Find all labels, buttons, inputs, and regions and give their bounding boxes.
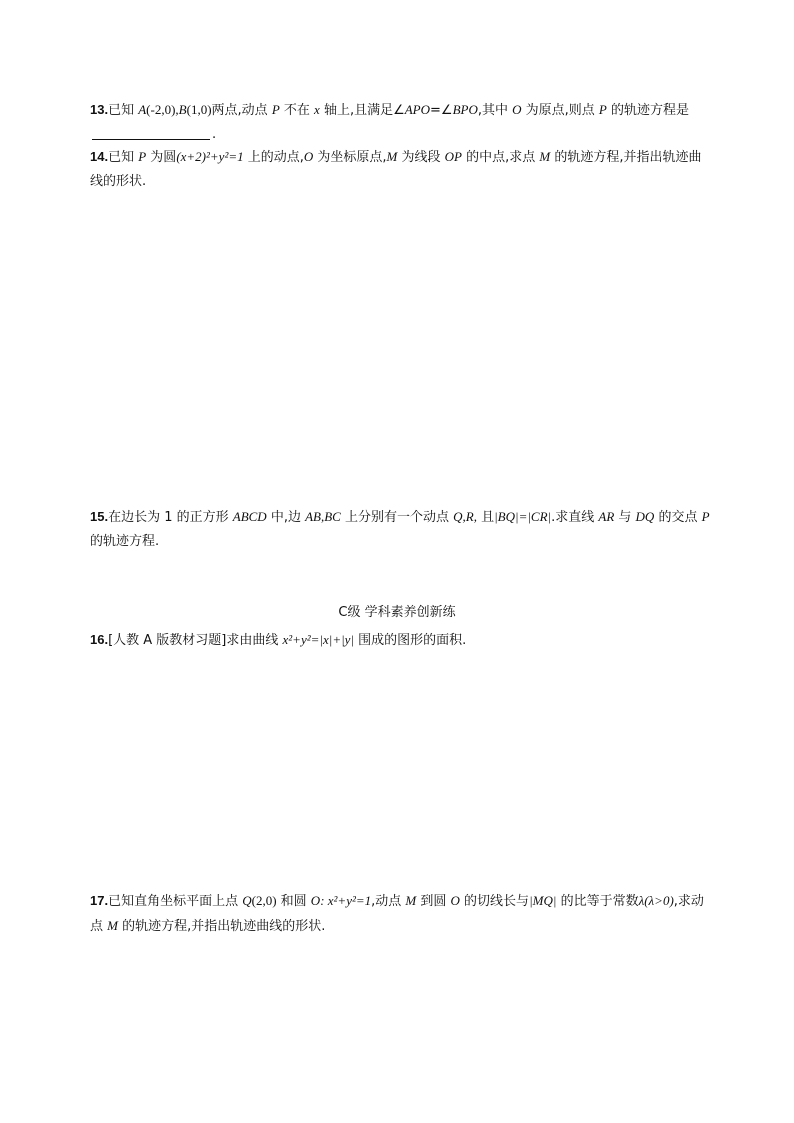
curve-equation: x²+y²=|x|+|y|	[282, 632, 355, 647]
circle-equation: : x²+y²=1	[320, 893, 372, 908]
question-13: 13.已知 A(-2,0),B(1,0)两点,动点 P 不在 x 轴上,且满足∠APO=∠BPO,其中 O 为原点,则点 P 的轨迹方程是.	[90, 102, 689, 142]
section-title: C级 学科素养创新练	[338, 605, 456, 620]
question-number: 17.	[90, 893, 109, 908]
question-17: 17.已知直角坐标平面上点 Q(2,0) 和圆 O: x²+y²=1,动点 M 到圆 O 的切线长与|MQ| 的比等于常数λ(λ>0),求动点 M 的轨迹方程,并指出轨迹曲线的形状.	[90, 893, 704, 934]
condition-equation: |BQ|=|CR|	[494, 509, 552, 524]
question-number: 13.	[90, 102, 109, 117]
question-number: 16.	[90, 632, 109, 647]
question-14: 14.已知 P 为圆(x+2)²+y²=1 上的动点,O 为坐标原点,M 为线段 OP 的中点,求点 M 的轨迹方程,并指出轨迹曲线的形状.	[90, 149, 702, 189]
question-16: 16.[人教 A 版教材习题]求由曲线 x²+y²=|x|+|y| 围成的图形的面积.	[90, 632, 467, 648]
question-number: 14.	[90, 149, 109, 164]
answer-blank[interactable]	[92, 125, 210, 140]
question-15: 15.在边长为 1 的正方形 ABCD 中,边 AB,BC 上分别有一个动点 Q,R, 且|BQ|=|CR|.求直线 AR 与 DQ 的交点 P 的轨迹方程.	[90, 509, 710, 549]
question-number: 15.	[90, 509, 109, 524]
circle-equation: (x+2)²+y²=1	[176, 149, 244, 164]
